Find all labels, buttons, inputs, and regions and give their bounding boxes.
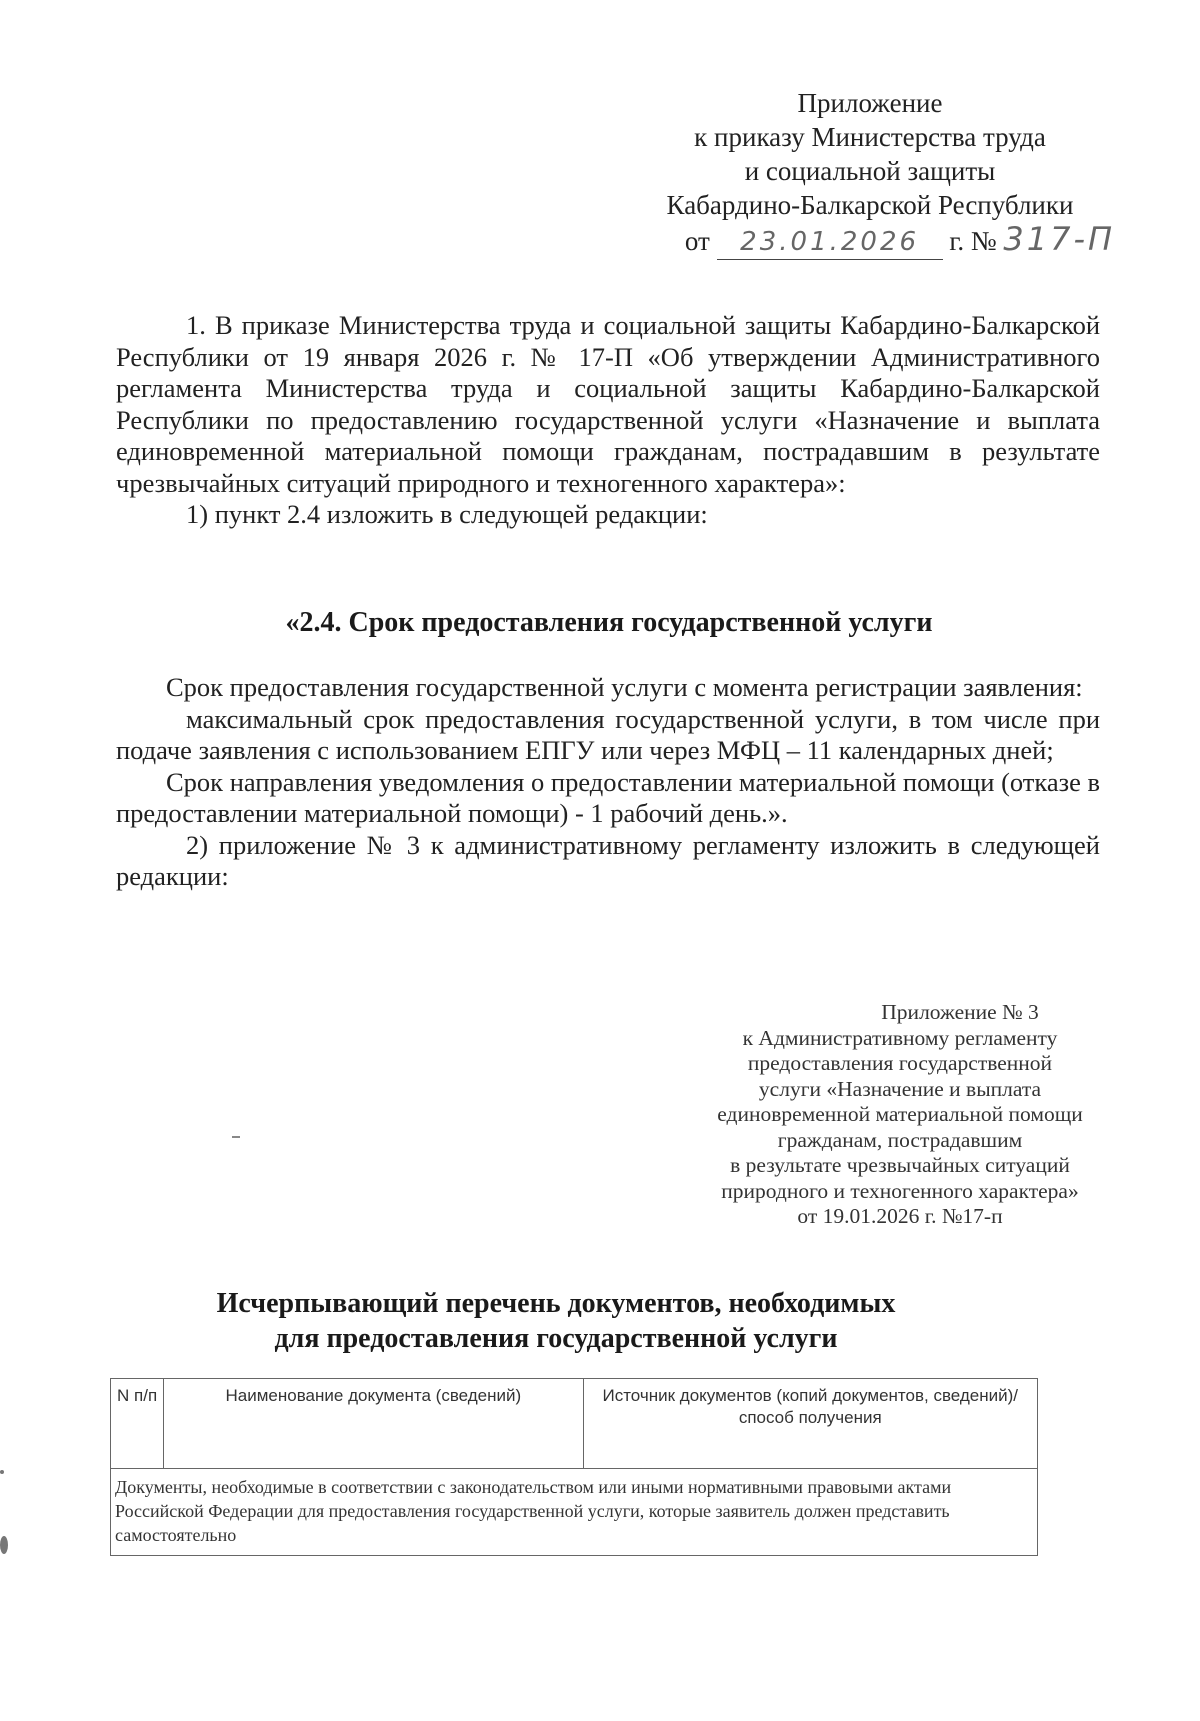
scan-artifact-blob [0, 1536, 8, 1554]
appendix-3-line-6: гражданам, пострадавшим [777, 1127, 1023, 1152]
appendix-3-header [660, 1000, 1140, 1230]
paragraph-6: 2) приложение № 3 к административному регламенту изложить в следующей редакции: [116, 829, 1100, 891]
appendix-3-line-5: единовременной материальной помощи [717, 1102, 1083, 1126]
appendix-header-line-2: к приказу Министерства труда [694, 122, 1046, 152]
appendix-3-line-2: к Административному регламенту [742, 1025, 1058, 1050]
appendix-header-line-1: Приложение [797, 88, 943, 118]
handwritten-date: 23.01.2026 [717, 225, 943, 260]
table-section-row [111, 1469, 1038, 1556]
from-prefix: от [684, 226, 710, 256]
handwritten-order-number: 317-П [1003, 220, 1116, 258]
appendix-3-line-7: в результате чрезвычайных ситуаций [730, 1153, 1070, 1177]
appendix-header-line-3: и социальной защиты [744, 156, 996, 186]
table-header-row [111, 1379, 1038, 1469]
year-number-label: г. № [949, 226, 997, 256]
scan-artifact-dot [0, 1470, 4, 1474]
column-number-header: N п/п [111, 1379, 164, 1469]
paragraph-5: Срок направления уведомления о предоставлении материальной помощи (отказе в предоставлении материальной помощи) - 1 рабочий день.». [116, 766, 1100, 828]
paragraph-3: Срок предоставления государственной услуги с момента регистрации заявления: [166, 672, 1083, 702]
documents-list-title-line-2: для предоставления государственной услуги [274, 1323, 838, 1354]
appendix-3-line-1: Приложение № 3 [881, 1000, 1039, 1024]
table-section-cell: Документы, необходимые в соответствии с законодательством или иными нормативными правовыми актами Российской Федерации для предоставления государственной услуги, которые заявитель должен представить самостоятельно [111, 1469, 1038, 1556]
order-date-number-line [600, 222, 1140, 260]
appendix-3-line-8: природного и техногенного характера» [721, 1178, 1079, 1203]
section-2-4-body [116, 672, 1100, 893]
appendix-3-line-4: услуги «Назначение и выплата [758, 1076, 1042, 1101]
column-source-header: Источник документов (копий документов, сведений)/ способ получения [583, 1379, 1037, 1469]
appendix-header [600, 86, 1140, 260]
section-title-2-4: «2.4. Срок предоставления государственной услуги [285, 607, 933, 638]
documents-list-title [116, 1286, 996, 1356]
documents-list-title-line-1: Исчерпывающий перечень документов, необходимых [216, 1288, 896, 1319]
appendix-3-line-3: предоставления государственной [747, 1051, 1053, 1075]
documents-table [110, 1378, 1038, 1556]
paragraph-1: 1. В приказе Министерства труда и социальной защиты Кабардино-Балкарской Республики от 19 января 2026 г. № 17-П «Об утверждении Административного регламента Министерства труда и социальной защиты Кабардино-Балкарской Республики по предоставлению государственной услуги «Назначение и выплата единовременной материальной помощи гражданам, пострадавшим в результате чрезвычайных ситуаций природного и техногенного характера»: [116, 310, 1100, 498]
column-document-name-header: Наименование документа (сведений) [164, 1379, 583, 1469]
appendix-3-line-9: от 19.01.2026 г. №17-п [797, 1204, 1003, 1228]
paragraph-4: максимальный срок предоставления государственной услуги, в том числе при подаче заявления с использованием ЕПГУ или через МФЦ – 11 календарных дней; [116, 703, 1100, 765]
paragraph-2: 1) пункт 2.4 изложить в следующей редакции: [186, 499, 708, 529]
stray-dash-mark [232, 1136, 240, 1138]
appendix-header-line-4: Кабардино-Балкарской Республики [666, 190, 1074, 220]
amendment-body [116, 310, 1100, 531]
